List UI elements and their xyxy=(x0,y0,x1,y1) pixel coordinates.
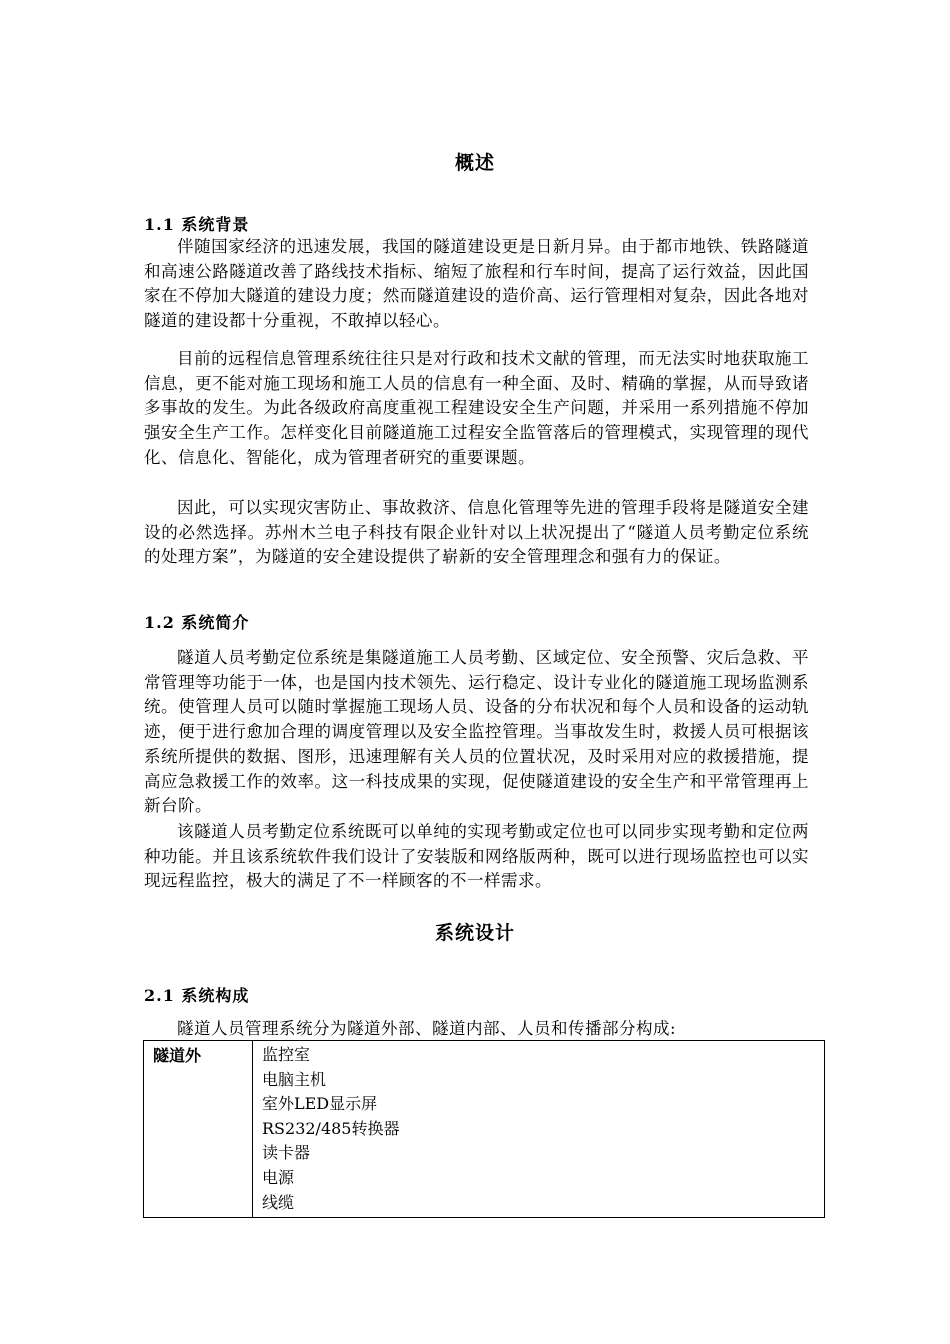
table-item: 电源 xyxy=(262,1167,295,1187)
table-item: 电脑主机 xyxy=(262,1069,327,1089)
heading-system-composition: 2.1 系统构成 xyxy=(144,986,250,1005)
section-title-overview: 概述 xyxy=(454,152,495,174)
table-row xyxy=(144,1041,825,1218)
table-item: 室外LED显示屏 xyxy=(262,1094,378,1114)
paragraph-background-2: 目前的远程信息管理系统往往只是对行政和技术文献的管理，而无法实时地获取施工信息，更不能对施工现场和施工人员的信息有一种全面、及时、精确的掌握，从而导致诸多事故的发生。为此各级政府高度重视工程建设安全生产问题，并采用一系列措施不停加强安全生产工作。怎样变化目前隧道施工过程安全监管落后的管理模式，实现管理的现代化、信息化、智能化，成为管理者研究的重要课题。 xyxy=(144,349,809,467)
paragraph-composition-intro: 隧道人员管理系统分为隧道外部、隧道内部、人员和传播部分构成: xyxy=(177,1019,677,1038)
paragraph-background-3: 因此，可以实现灾害防止、事故救济、信息化管理等先进的管理手段将是隧道安全建设的必然选择。苏州木兰电子科技有限企业针对以上状况提出了“隧道人员考勤定位系统的处理方案”，为隧道的安全建设提供了崭新的安全管理理念和强有力的保证。 xyxy=(144,498,809,567)
heading-system-intro: 1.2 系统简介 xyxy=(144,613,250,632)
table-item: 监控室 xyxy=(262,1045,311,1064)
paragraph-intro-2: 该隧道人员考勤定位系统既可以单纯的实现考勤或定位也可以同步实现考勤和定位两种功能。并且该系统软件我们设计了安装版和网络版两种，既可以进行现场监控也可以实现远程监控，极大的满足了不一样顾客的不一样需求。 xyxy=(144,822,809,891)
table-item: 线缆 xyxy=(262,1192,295,1212)
paragraph-intro-1: 隧道人员考勤定位系统是集隧道施工人员考勤、区域定位、安全预警、灾后急救、平常管理等功能于一体，也是国内技术领先、运行稳定、设计专业化的隧道施工现场监测系统。使管理人员可以随时掌握施工现场人员、设备的分布状况和每个人员和设备的运动轨迹，便于进行愈加合理的调度管理以及安全监控管理。当事故发生时，救援人员可根据该系统所提供的数据、图形，迅速理解有关人员的位置状况，及时采用对应的救援措施，提高应急救援工作的效率。这一科技成果的实现，促使隧道建设的安全生产和平常管理再上新台阶。 xyxy=(144,648,809,816)
table-category-cell: 隧道外 xyxy=(144,1041,253,1218)
table-item: RS232/485转换器 xyxy=(262,1118,400,1138)
section-title-design: 系统设计 xyxy=(434,922,515,944)
heading-system-background: 1.1 系统背景 xyxy=(144,215,250,234)
composition-table xyxy=(143,1040,825,1218)
table-items-cell xyxy=(253,1041,825,1218)
paragraph-background-1: 伴随国家经济的迅速发展，我国的隧道建设更是日新月异。由于都市地铁、铁路隧道和高速公路隧道改善了路线技术指标、缩短了旅程和行车时间，提高了运行效益，因此国家在不停加大隧道的建设力度；然而隧道建设的造价高、运行管理相对复杂，因此各地对隧道的建设都十分重视，不敢掉以轻心。 xyxy=(144,237,809,331)
table-item: 读卡器 xyxy=(262,1143,311,1163)
